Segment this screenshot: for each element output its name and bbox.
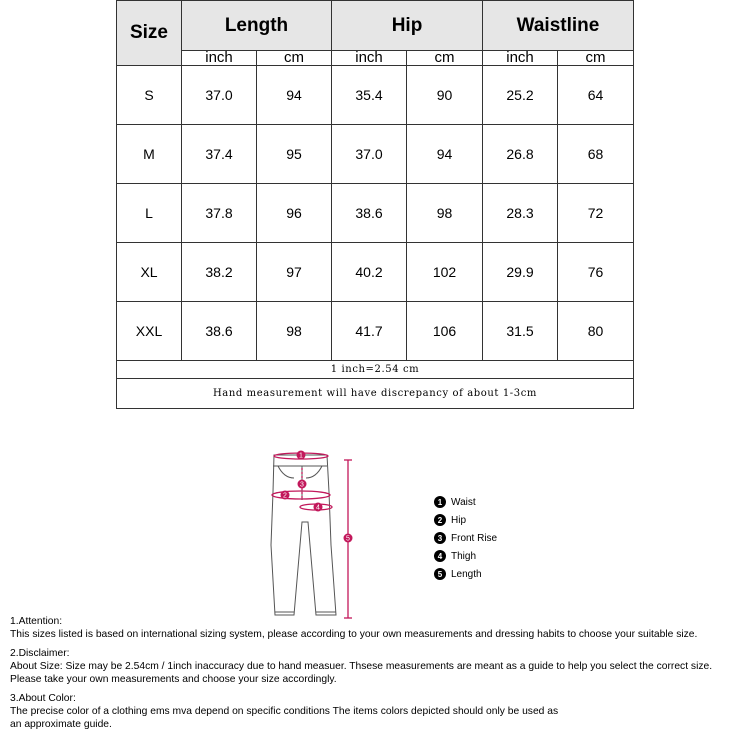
legend-item-waist [434, 493, 497, 511]
table-row [117, 184, 634, 243]
length-inch-cell: 37.0 [182, 66, 257, 125]
marker-1-icon [297, 451, 306, 460]
length-cm-cell: 98 [257, 302, 332, 361]
hip-cm-cell: 94 [407, 125, 483, 184]
unit-cell: inch [332, 51, 407, 66]
color-text: The precise color of a clothing ems mva depend on specific conditions The items colors depicted should only be used as [10, 706, 559, 717]
pants-measurement-diagram [264, 450, 364, 622]
header-row [117, 1, 634, 51]
waist-cm-cell: 80 [558, 302, 634, 361]
attention-text: This sizes listed is based on international sizing system, please according to your own measurements and dressing habits to choose your suitable size. [10, 629, 698, 640]
legend-label: Hip [451, 514, 467, 526]
conversion-note: 1 inch=2.54 cm [117, 361, 634, 379]
hip-cm-cell: 98 [407, 184, 483, 243]
attention-title: 1.Attention: [10, 616, 63, 627]
unit-cell: cm [407, 51, 483, 66]
number-5-icon: 5 [434, 568, 446, 580]
marker-2-icon [281, 491, 290, 500]
marker-3-icon [298, 480, 307, 489]
marker-4-label: 4 [316, 504, 320, 512]
length-header: Length [182, 1, 332, 51]
length-cm-cell: 97 [257, 243, 332, 302]
marker-1-label: 1 [299, 452, 303, 460]
legend-item-thigh [434, 547, 497, 565]
disclaimer-text: Please take your own measurements and choose your size accordingly. [10, 674, 337, 685]
conversion-note-row [117, 361, 634, 379]
attention-note [10, 615, 750, 641]
size-cell: M [117, 125, 182, 184]
number-3-icon: 3 [434, 532, 446, 544]
legend-item-length [434, 565, 497, 583]
legend-label: Front Rise [451, 532, 498, 544]
waist-cm-cell: 68 [558, 125, 634, 184]
number-1-icon: 1 [434, 496, 446, 508]
legend-label: Thigh [451, 550, 477, 562]
number-2-icon: 2 [434, 514, 446, 526]
length-cm-cell: 94 [257, 66, 332, 125]
hip-inch-cell: 40.2 [332, 243, 407, 302]
length-inch-cell: 37.4 [182, 125, 257, 184]
number-4-icon: 4 [434, 550, 446, 562]
size-cell: XXL [117, 302, 182, 361]
waist-cm-cell: 72 [558, 184, 634, 243]
color-title: 3.About Color: [10, 693, 76, 704]
measurement-note: Hand measurement will have discrepancy of about 1-3cm [117, 379, 634, 409]
waist-inch-cell: 28.3 [483, 184, 558, 243]
disclaimer-text: About Size: Size may be 2.54cm / 1inch inaccuracy due to hand measuer. Thsese measurements are meant as a guide to help you select the correct size. [10, 661, 713, 672]
hip-cm-cell: 106 [407, 302, 483, 361]
unit-row [117, 51, 634, 66]
waistline-header: Waistline [483, 1, 634, 51]
legend-item-front-rise [434, 529, 497, 547]
size-chart-table [116, 0, 634, 409]
marker-5-label: 5 [346, 535, 350, 543]
hip-header: Hip [332, 1, 483, 51]
length-inch-cell: 38.6 [182, 302, 257, 361]
marker-2-label: 2 [283, 492, 287, 500]
table-row [117, 66, 634, 125]
legend-item-hip [434, 511, 497, 529]
hip-cm-cell: 102 [407, 243, 483, 302]
waist-cm-cell: 76 [558, 243, 634, 302]
size-cell: L [117, 184, 182, 243]
table-row [117, 125, 634, 184]
hip-inch-cell: 38.6 [332, 184, 407, 243]
measurement-guides [272, 453, 352, 618]
size-cell: S [117, 66, 182, 125]
waist-inch-cell: 25.2 [483, 66, 558, 125]
unit-cell: cm [257, 51, 332, 66]
length-inch-cell: 37.8 [182, 184, 257, 243]
waist-inch-cell: 29.9 [483, 243, 558, 302]
unit-cell: inch [182, 51, 257, 66]
length-inch-cell: 38.2 [182, 243, 257, 302]
table-row [117, 302, 634, 361]
unit-cell: inch [483, 51, 558, 66]
hip-inch-cell: 37.0 [332, 125, 407, 184]
waist-inch-cell: 26.8 [483, 125, 558, 184]
length-cm-cell: 95 [257, 125, 332, 184]
unit-cell: cm [558, 51, 634, 66]
measurement-legend [434, 493, 497, 583]
marker-4-icon [314, 503, 323, 512]
disclaimer-title: 2.Disclaimer: [10, 648, 70, 659]
marker-5-icon [344, 534, 353, 543]
hip-inch-cell: 41.7 [332, 302, 407, 361]
color-text: an approximate guide. [10, 719, 112, 730]
disclaimer-note [10, 647, 750, 686]
measurement-note-row [117, 379, 634, 409]
length-cm-cell: 96 [257, 184, 332, 243]
hip-inch-cell: 35.4 [332, 66, 407, 125]
legend-label: Waist [451, 496, 476, 508]
legend-label: Length [451, 568, 482, 580]
size-cell: XL [117, 243, 182, 302]
hip-cm-cell: 90 [407, 66, 483, 125]
color-note [10, 692, 750, 731]
waist-cm-cell: 64 [558, 66, 634, 125]
waist-inch-cell: 31.5 [483, 302, 558, 361]
marker-3-label: 3 [300, 481, 304, 489]
pants-outline [271, 452, 336, 615]
size-header: Size [117, 1, 182, 66]
table-row [117, 243, 634, 302]
notes-section [10, 615, 750, 737]
